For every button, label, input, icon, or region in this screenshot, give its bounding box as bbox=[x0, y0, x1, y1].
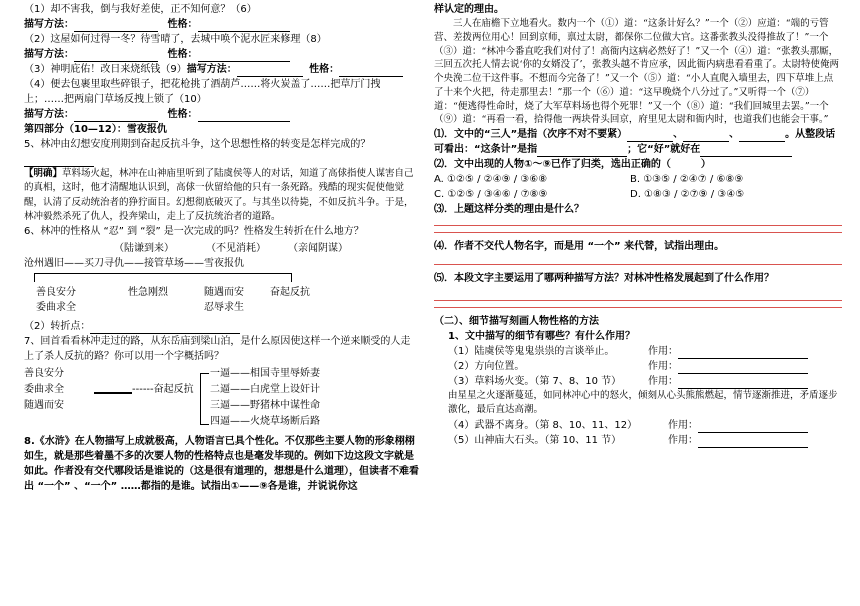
tree-blank[interactable] bbox=[94, 382, 132, 394]
answer-row-4 bbox=[24, 107, 420, 122]
quote-1: （1）却不害我，倒与我好差使，正不知何意？（6） bbox=[24, 4, 257, 15]
four-oppressions-tree bbox=[24, 366, 420, 432]
flow-bottom-2: 性急刚烈 bbox=[128, 287, 168, 298]
quote-4: （4）便去包裹里取些碎银子，把花枪挑了酒葫芦……将火炭盖了……把草厅门拽上；……把两扇门草场反拽上锁了（10） bbox=[24, 79, 381, 105]
answer-line[interactable] bbox=[434, 232, 842, 233]
flow-bracket bbox=[34, 273, 292, 282]
q5-blank[interactable] bbox=[24, 155, 94, 167]
option-b[interactable]: B. ①③⑤ / ②④⑦ / ⑥⑧⑨ bbox=[630, 174, 744, 186]
trait-label: 性格： bbox=[167, 49, 198, 60]
tree-right-3: 三逼——野猪林中谋性命 bbox=[210, 400, 320, 411]
quote-3: （3）神明庇佑！改日来烧纸钱（9） bbox=[24, 64, 187, 75]
answer-row-1 bbox=[24, 17, 420, 32]
answer-line[interactable] bbox=[434, 225, 842, 226]
flow-main: 沧州遇旧——买刀寻仇——接管草场——雪夜报仇 bbox=[24, 258, 244, 269]
trait-label: 性格： bbox=[309, 64, 340, 75]
detail-3-blank[interactable] bbox=[678, 377, 808, 389]
detail-2-blank[interactable] bbox=[678, 362, 808, 374]
q5-hint: 【明确】草料场火起，林冲在山神庙里听到了陆虞侯等人的对话，知道了高俅指使人谋害自己的真相，这时，他才清醒地认识到，高俅一伙留给他的只有一条死路。残酷的现实促使他觉醒，认清了反动统治者的狰狞面目。幻想彻底破灭了。与其坐以待毙，不如反抗斗争。于是，林冲毅然杀死了仇人，投奔梁山，走上了反抗统治者的道路。 bbox=[24, 168, 414, 222]
trait-label: 性格： bbox=[167, 109, 198, 120]
question-6: 6、林冲的性格从 “忍” 到 “裂” 是一次完成的吗？性格发生转折在什么地方？ bbox=[24, 226, 364, 237]
q8-continued: 样认定的理由。 bbox=[434, 4, 504, 15]
detail-1-blank[interactable] bbox=[678, 347, 808, 359]
method-blank[interactable] bbox=[237, 65, 303, 77]
left-column bbox=[24, 2, 420, 494]
detail-3: （3）草料场火变。（第 7、8、10 节） 作用： bbox=[434, 374, 842, 389]
right-q3: ⑶．上题这样分类的理由是什么？ bbox=[434, 204, 584, 216]
question-8: 8.《水浒》在人物描写上成就极高，人物语言已具个性化。不仅那些主要人物的形象栩栩如生，就是那些着墨不多的次要人物的性格特点也是毫发毕现的。例如下边这段文字就是如此。作者没有交代哪段话是谁说的（这是很有道理的，想想是什么道理），但读者不难看出 “一个” 、“一个” ……都指的是谁。试指出①——⑨各是谁，并说说你这 bbox=[24, 436, 419, 492]
tree-bracket bbox=[200, 373, 209, 425]
dialogue-passage: 三人在庙檐下立地看火。数内一个（①）道：“这条计好么？”一个（②）应道：“端的亏管营、差拨两位用心！回到京师，禀过太尉，都保你二位做大官。这番张教头没得推故了！”一个（③）道：“林冲今番直吃我们对付了！高衙内这病必然好了！”又一个（④）道：“张教头那厮，三回五次托人情去说‘你的女婿没了’，张教头越不肯应承，因此衙内病患看看重了。太尉特使俺两个央浼二位干这件事。不想而今完备了！”又一个（⑤）道：“小人直爬入墙里去，四下草堆上点了十来个火把，待走那里去！”那一个（⑥）道：“这早晚烧个八分过了。”又听得一个（⑦）道：“便逃得性命时，烧了大军草料场也得个死罪！”又一个（⑧）道：“我们回城里去罢。”一个（⑨）道：“再看一看，拾得他一两块骨头回京，府里见太尉和衙内时，也道我们也能会干事。” bbox=[434, 18, 840, 126]
trait-blank[interactable] bbox=[339, 65, 403, 77]
question-5: 5、林冲由幻想安度刑期到奋起反抗斗争，这个思想性格的转变是怎样完成的？ bbox=[24, 137, 420, 167]
tree-mid: ------奋起反抗 bbox=[132, 384, 194, 395]
answer-line[interactable] bbox=[434, 264, 842, 265]
right-q5: ⑸．本段文字主要运用了哪两种描写方法？对林冲性格发展起到了什么作用？ bbox=[434, 273, 774, 285]
options-row-1 bbox=[434, 172, 842, 187]
detail-3-quote: 由星星之火逐渐蔓延，如同林冲心中的怒火，倾刻从心头熊熊燃起，情节逐渐推进，矛盾逐步激化，最后直达高潮。 bbox=[448, 390, 838, 416]
tree-left-1: 善良安分 bbox=[24, 368, 64, 379]
quote-3-row bbox=[24, 62, 420, 77]
detail-4: （4）武器不离身。（第 8、10、11、12） 作用： bbox=[434, 418, 842, 433]
option-a[interactable]: A. ①②⑤ / ②④⑨ / ③⑥⑧ bbox=[434, 174, 548, 186]
answer-line[interactable] bbox=[434, 300, 842, 301]
detail-question: 1、文中描写的细节有哪些？有什么作用？ bbox=[448, 331, 635, 343]
method-label: 描写方法： bbox=[24, 19, 74, 30]
options-row-2 bbox=[434, 187, 842, 202]
tree-left-2: 委曲求全 bbox=[24, 384, 64, 395]
turning-point-blank[interactable] bbox=[90, 322, 240, 334]
method-blank[interactable] bbox=[74, 20, 158, 32]
flow-bottom-4: 奋起反抗 bbox=[270, 287, 310, 298]
trait-blank[interactable] bbox=[198, 50, 290, 62]
tree-right-4: 四逼——火烧草场断后路 bbox=[210, 416, 320, 427]
q1-blank-5[interactable] bbox=[700, 145, 792, 157]
detail-5: （5）山神庙大石头。（第 10、11 节） 作用： bbox=[434, 433, 842, 448]
flow-bottom-1: 善良安分 bbox=[36, 287, 76, 298]
option-c[interactable]: C. ①②⑤ / ③④⑥ / ⑦⑧⑨ bbox=[434, 189, 548, 201]
right-q4: ⑷．作者不交代人物名字，而是用 “一个” 来代替，试指出理由。 bbox=[434, 241, 725, 253]
method-blank[interactable] bbox=[74, 50, 158, 62]
question-7: 7、回首看看林冲走过的路，从东岳庙到梁山泊，是什么原因使这样一个逆来顺受的人走上了杀人反抗的路？你可以用一个字概括吗？ bbox=[24, 336, 411, 362]
option-d[interactable]: D. ①⑧③ / ②⑦⑨ / ③④⑤ bbox=[630, 189, 745, 201]
method-label: 描写方法： bbox=[186, 64, 237, 75]
detail-4-blank[interactable] bbox=[698, 421, 808, 433]
trait-blank[interactable] bbox=[198, 20, 290, 32]
tree-right-2: 二逼——白虎堂上设奸计 bbox=[210, 384, 320, 395]
flow-bottom-6: 忍辱求生 bbox=[204, 302, 244, 313]
detail-2: （2）方向位置。 作用： bbox=[434, 359, 842, 374]
detail-1: （1）陆虞侯等鬼鬼祟祟的言谈举止。 作用： bbox=[434, 344, 842, 359]
answer-line[interactable] bbox=[434, 307, 842, 308]
q1-blank-1[interactable] bbox=[627, 130, 673, 142]
section-4-heading: 第四部分（10—12）：雪夜报仇 bbox=[24, 124, 167, 135]
quote-2: （2）这屋如何过得一冬？待雪晴了，去城中唤个泥水匠来修理（8） bbox=[24, 34, 327, 45]
detail-5-blank[interactable] bbox=[698, 436, 808, 448]
method-label: 描写方法： bbox=[24, 109, 74, 120]
right-q2: ⑵．文中出现的人物①～⑨已作了归类，选出正确的（ ） bbox=[434, 159, 711, 171]
flow-bottom-3: 随遇而安 bbox=[204, 287, 244, 298]
tree-left-3: 随遇而安 bbox=[24, 400, 64, 411]
q1-blank-4[interactable] bbox=[537, 145, 627, 157]
flow-bottom-5: 委曲求全 bbox=[36, 302, 76, 313]
trait-blank[interactable] bbox=[198, 110, 290, 122]
q1-blank-3[interactable] bbox=[739, 130, 785, 142]
flow-top-3: （亲闻阴谋） bbox=[288, 243, 348, 254]
section-2-heading: （二）、细节描写刻画人物性格的方法 bbox=[434, 316, 599, 328]
flow-top-2: （不见消耗） bbox=[206, 243, 266, 254]
answer-row-2 bbox=[24, 47, 420, 62]
q1-blank-2[interactable] bbox=[683, 130, 729, 142]
right-column bbox=[434, 2, 842, 448]
flow-top-1: （陆谦到来） bbox=[114, 243, 174, 254]
method-blank[interactable] bbox=[74, 110, 158, 122]
q6-turning-point: （2）转折点： bbox=[24, 319, 420, 334]
trait-label: 性格： bbox=[167, 19, 198, 30]
method-label: 描写方法： bbox=[24, 49, 74, 60]
right-q1: ⑴．文中的“三人”是指（次序不对不要紧） 、 、 。从整段话可看出：“这条计”是指 ；它“好”就好在 bbox=[434, 129, 836, 156]
plot-flow-diagram bbox=[24, 241, 420, 317]
tree-right-1: 一逼——相国寺里辱娇妻 bbox=[210, 368, 320, 379]
